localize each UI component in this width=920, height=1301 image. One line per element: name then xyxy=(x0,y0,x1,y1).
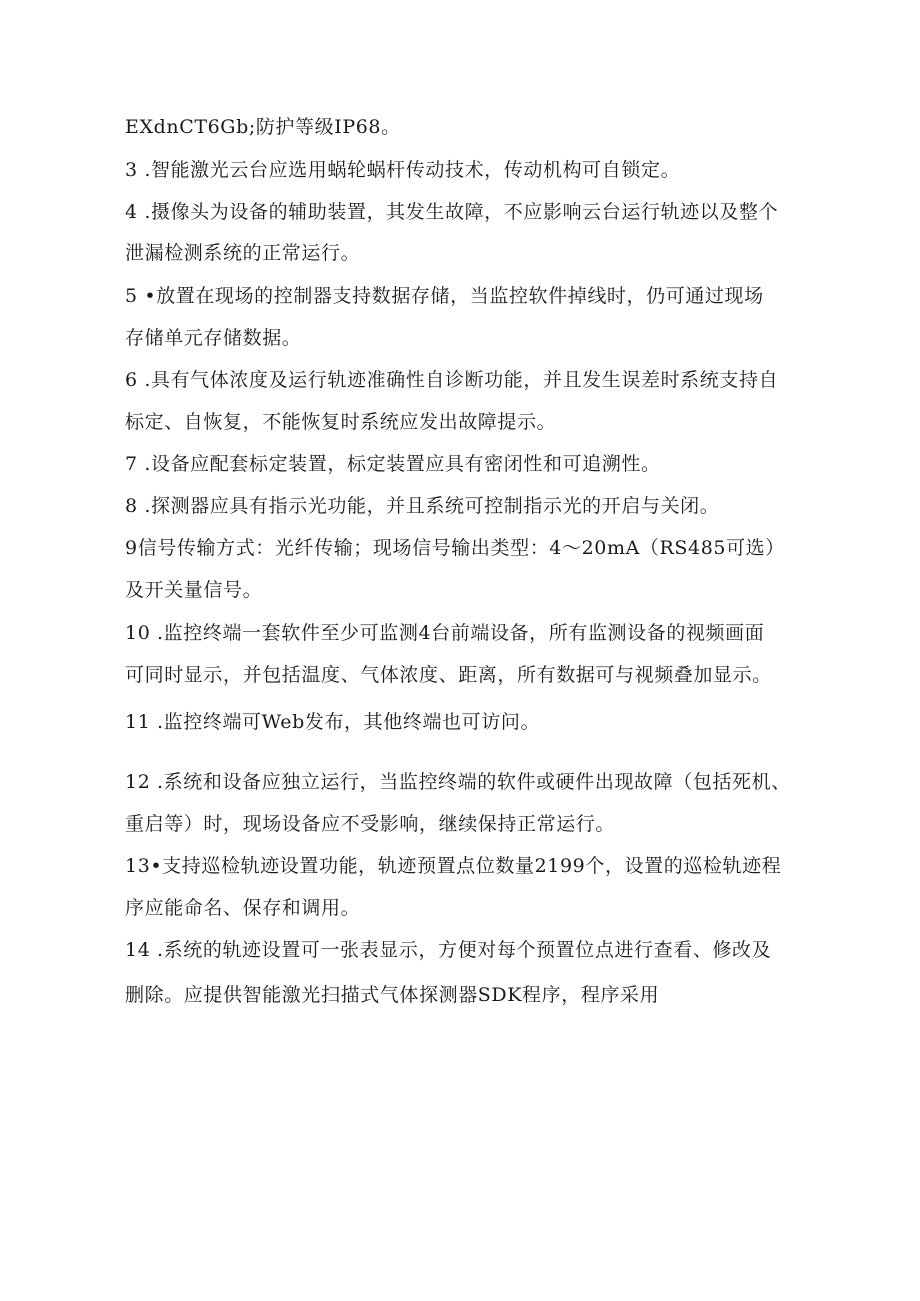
text-line: 3 .智能激光云台应选用蜗轮蜗杆传动技术，传动机构可自锁定。 xyxy=(125,159,681,181)
text-line: 重启等）时，现场设备应不受影响，继续保持正常运行。 xyxy=(125,813,616,835)
text-line: 8 .探测器应具有指示光功能，并且系统可控制指示光的开启与关闭。 xyxy=(125,495,720,517)
text-line: 存储单元存储数据。 xyxy=(125,327,302,349)
text-line: 6 .具有气体浓度及运行轨迹准确性自诊断功能，并且发生误差时系统支持自 xyxy=(125,369,779,391)
text-line: 序应能命名、保存和调用。 xyxy=(125,897,361,919)
text-line: 标定、自恢复，不能恢复时系统应发出故障提示。 xyxy=(125,411,557,433)
text-line: 及开关量信号。 xyxy=(125,579,263,601)
text-line: 4 .摄像头为设备的辅助装置，其发生故障，不应影响云台运行轨迹以及整个 xyxy=(125,201,779,223)
text-line: 12 .系统和设备应独立运行，当监控终端的软件或硬件出现故障（包括死机、 xyxy=(125,771,791,793)
text-line: 14 .系统的轨迹设置可一张表显示，方便对每个预置位点进行查看、修改及 xyxy=(125,939,772,961)
text-line: 泄漏检测系统的正常运行。 xyxy=(125,242,361,264)
text-line: 5 •放置在现场的控制器支持数据存储，当监控软件掉线时，仍可通过现场 xyxy=(125,285,764,307)
text-line: 13•支持巡检轨迹设置功能，轨迹预置点位数量2199个，设置的巡检轨迹程 xyxy=(125,855,782,877)
text-line: 11 .监控终端可Web发布，其他终端也可访问。 xyxy=(125,711,541,733)
text-line: 可同时显示，并包括温度、气体浓度、距离，所有数据可与视频叠加显示。 xyxy=(125,664,772,686)
text-line: 9信号传输方式：光纤传输；现场信号输出类型：4～20mA（RS485可选） xyxy=(125,537,785,559)
text-line: EXdnCT6Gb;防护等级IP68。 xyxy=(125,116,401,138)
text-line: 删除。应提供智能激光扫描式气体探测器SDK程序，程序采用 xyxy=(125,984,660,1006)
text-line: 10 .监控终端一套软件至少可监测4台前端设备，所有监测设备的视频画面 xyxy=(125,622,765,644)
text-line: 7 .设备应配套标定装置，标定装置应具有密闭性和可追溯性。 xyxy=(125,453,661,475)
